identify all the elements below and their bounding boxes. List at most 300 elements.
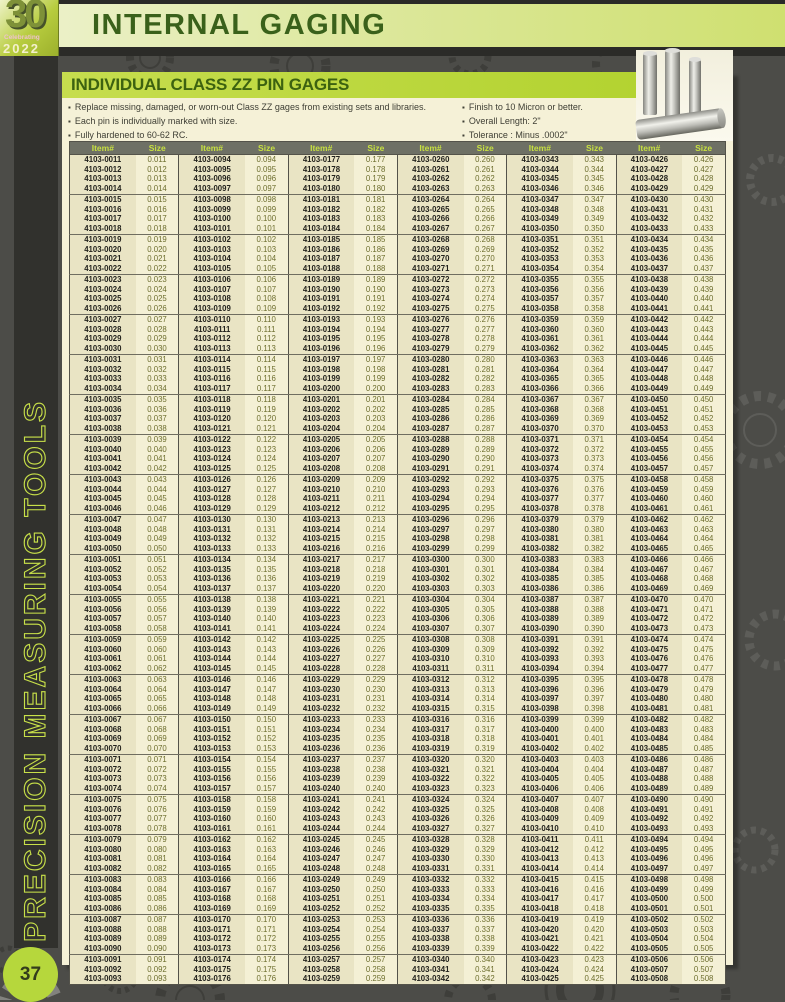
item-number-cell: 4103-0039 bbox=[70, 435, 136, 445]
gage-row bbox=[70, 755, 726, 765]
size-cell: 0.264 bbox=[464, 195, 507, 205]
item-number-cell: 4103-0212 bbox=[288, 504, 354, 514]
item-number-cell: 4103-0162 bbox=[179, 835, 245, 845]
item-number-cell: 4103-0171 bbox=[179, 925, 245, 935]
size-cell: 0.133 bbox=[245, 544, 288, 554]
size-cell: 0.296 bbox=[464, 515, 507, 525]
size-cell: 0.249 bbox=[354, 875, 397, 885]
size-cell: 0.427 bbox=[682, 165, 725, 175]
item-number-cell: 4103-0099 bbox=[179, 205, 245, 215]
size-cell: 0.117 bbox=[245, 384, 288, 394]
item-number-cell: 4103-0233 bbox=[288, 715, 354, 725]
item-number-cell: 4103-0229 bbox=[288, 675, 354, 685]
size-cell: 0.079 bbox=[136, 835, 179, 845]
item-number-cell: 4103-0289 bbox=[397, 445, 463, 455]
item-number-cell: 4103-0063 bbox=[70, 675, 136, 685]
size-cell: 0.200 bbox=[354, 384, 397, 394]
item-number-cell: 4103-0220 bbox=[288, 584, 354, 594]
gage-row bbox=[70, 824, 726, 834]
item-number-cell: 4103-0495 bbox=[616, 845, 682, 855]
size-cell: 0.236 bbox=[354, 744, 397, 754]
feature-bullets-left bbox=[68, 101, 426, 142]
size-cell: 0.501 bbox=[682, 904, 725, 914]
size-cell: 0.434 bbox=[682, 235, 725, 245]
item-number-cell: 4103-0478 bbox=[616, 675, 682, 685]
item-number-cell: 4103-0288 bbox=[397, 435, 463, 445]
bullet-item: ▪ Finish to 10 Micron or better. bbox=[462, 101, 583, 115]
size-cell: 0.368 bbox=[573, 405, 616, 415]
size-cell: 0.324 bbox=[464, 795, 507, 805]
item-number-cell: 4103-0115 bbox=[179, 365, 245, 375]
item-number-cell: 4103-0061 bbox=[70, 655, 136, 665]
size-cell: 0.428 bbox=[682, 175, 725, 185]
item-number-cell: 4103-0196 bbox=[288, 344, 354, 354]
item-number-cell: 4103-0425 bbox=[507, 975, 573, 985]
item-number-cell: 4103-0381 bbox=[507, 535, 573, 545]
item-number-cell: 4103-0463 bbox=[616, 525, 682, 535]
size-cell: 0.135 bbox=[245, 565, 288, 575]
size-cell: 0.247 bbox=[354, 855, 397, 865]
size-cell: 0.470 bbox=[682, 595, 725, 605]
item-number-cell: 4103-0243 bbox=[288, 815, 354, 825]
size-cell: 0.241 bbox=[354, 795, 397, 805]
item-number-cell: 4103-0494 bbox=[616, 835, 682, 845]
item-number-cell: 4103-0274 bbox=[397, 295, 463, 305]
item-number-cell: 4103-0347 bbox=[507, 195, 573, 205]
item-number-cell: 4103-0453 bbox=[616, 424, 682, 434]
item-number-cell: 4103-0025 bbox=[70, 295, 136, 305]
size-cell: 0.358 bbox=[573, 304, 616, 314]
item-number-cell: 4103-0215 bbox=[288, 535, 354, 545]
gage-row bbox=[70, 275, 726, 285]
size-cell: 0.082 bbox=[136, 864, 179, 874]
item-number-cell: 4103-0357 bbox=[507, 295, 573, 305]
size-cell: 0.475 bbox=[682, 645, 725, 655]
size-cell: 0.311 bbox=[464, 664, 507, 674]
item-number-cell: 4103-0232 bbox=[288, 704, 354, 714]
size-cell: 0.030 bbox=[136, 344, 179, 354]
item-number-cell: 4103-0385 bbox=[507, 575, 573, 585]
catalog-page-panel bbox=[62, 72, 733, 984]
size-cell: 0.101 bbox=[245, 224, 288, 234]
item-number-cell: 4103-0086 bbox=[70, 904, 136, 914]
item-number-cell: 4103-0263 bbox=[397, 184, 463, 194]
item-number-cell: 4103-0301 bbox=[397, 565, 463, 575]
size-cell: 0.094 bbox=[245, 155, 288, 165]
item-number-cell: 4103-0322 bbox=[397, 775, 463, 785]
item-number-cell: 4103-0445 bbox=[616, 344, 682, 354]
size-cell: 0.078 bbox=[136, 824, 179, 834]
item-number-cell: 4103-0125 bbox=[179, 464, 245, 474]
item-number-cell: 4103-0500 bbox=[616, 895, 682, 905]
brand-anniversary-number: 30 bbox=[5, 0, 44, 36]
size-cell: 0.383 bbox=[573, 555, 616, 565]
item-number-cell: 4103-0060 bbox=[70, 645, 136, 655]
size-cell: 0.216 bbox=[354, 544, 397, 554]
item-number-cell: 4103-0437 bbox=[616, 264, 682, 274]
item-number-cell: 4103-0383 bbox=[507, 555, 573, 565]
size-cell: 0.129 bbox=[245, 504, 288, 514]
item-number-cell: 4103-0201 bbox=[288, 395, 354, 405]
item-number-cell: 4103-0451 bbox=[616, 405, 682, 415]
size-cell: 0.120 bbox=[245, 415, 288, 425]
item-number-cell: 4103-0505 bbox=[616, 944, 682, 954]
size-cell: 0.472 bbox=[682, 615, 725, 625]
item-number-cell: 4103-0097 bbox=[179, 184, 245, 194]
size-cell: 0.353 bbox=[573, 255, 616, 265]
size-cell: 0.372 bbox=[573, 445, 616, 455]
gage-row bbox=[70, 415, 726, 425]
item-number-cell: 4103-0448 bbox=[616, 375, 682, 385]
size-cell: 0.045 bbox=[136, 495, 179, 505]
size-cell: 0.442 bbox=[682, 315, 725, 325]
item-number-cell: 4103-0507 bbox=[616, 965, 682, 975]
item-number-cell: 4103-0252 bbox=[288, 904, 354, 914]
size-cell: 0.473 bbox=[682, 624, 725, 634]
item-number-cell: 4103-0472 bbox=[616, 615, 682, 625]
item-number-cell: 4103-0175 bbox=[179, 965, 245, 975]
item-number-cell: 4103-0309 bbox=[397, 645, 463, 655]
size-cell: 0.087 bbox=[136, 915, 179, 925]
item-number-cell: 4103-0049 bbox=[70, 535, 136, 545]
size-cell: 0.339 bbox=[464, 944, 507, 954]
size-cell: 0.160 bbox=[245, 815, 288, 825]
size-cell: 0.065 bbox=[136, 695, 179, 705]
size-cell: 0.255 bbox=[354, 935, 397, 945]
item-number-cell: 4103-0331 bbox=[397, 864, 463, 874]
size-cell: 0.433 bbox=[682, 224, 725, 234]
item-number-cell: 4103-0308 bbox=[397, 635, 463, 645]
size-cell: 0.355 bbox=[573, 275, 616, 285]
size-cell: 0.278 bbox=[464, 335, 507, 345]
size-cell: 0.316 bbox=[464, 715, 507, 725]
brand-badge bbox=[0, 0, 59, 56]
size-cell: 0.279 bbox=[464, 344, 507, 354]
size-cell: 0.342 bbox=[464, 975, 507, 985]
item-number-cell: 4103-0497 bbox=[616, 864, 682, 874]
size-cell: 0.156 bbox=[245, 775, 288, 785]
item-number-cell: 4103-0462 bbox=[616, 515, 682, 525]
brand-celebrating-label: Celebrating bbox=[4, 34, 40, 41]
size-cell: 0.073 bbox=[136, 775, 179, 785]
size-cell: 0.235 bbox=[354, 735, 397, 745]
gage-row bbox=[70, 925, 726, 935]
item-number-cell: 4103-0266 bbox=[397, 215, 463, 225]
item-number-cell: 4103-0343 bbox=[507, 155, 573, 165]
item-number-cell: 4103-0046 bbox=[70, 504, 136, 514]
size-cell: 0.051 bbox=[136, 555, 179, 565]
size-cell: 0.333 bbox=[464, 885, 507, 895]
size-cell: 0.298 bbox=[464, 535, 507, 545]
item-number-cell: 4103-0082 bbox=[70, 864, 136, 874]
item-number-cell: 4103-0401 bbox=[507, 735, 573, 745]
size-cell: 0.508 bbox=[682, 975, 725, 985]
item-number-cell: 4103-0430 bbox=[616, 195, 682, 205]
size-cell: 0.419 bbox=[573, 915, 616, 925]
item-number-cell: 4103-0403 bbox=[507, 755, 573, 765]
size-cell: 0.352 bbox=[573, 245, 616, 255]
gage-row bbox=[70, 285, 726, 295]
size-cell: 0.169 bbox=[245, 904, 288, 914]
item-number-cell: 4103-0090 bbox=[70, 944, 136, 954]
item-number-cell: 4103-0407 bbox=[507, 795, 573, 805]
size-cell: 0.026 bbox=[136, 304, 179, 314]
item-number-cell: 4103-0048 bbox=[70, 525, 136, 535]
item-number-cell: 4103-0415 bbox=[507, 875, 573, 885]
item-number-cell: 4103-0148 bbox=[179, 695, 245, 705]
item-number-cell: 4103-0394 bbox=[507, 664, 573, 674]
size-cell: 0.243 bbox=[354, 815, 397, 825]
item-number-cell: 4103-0364 bbox=[507, 365, 573, 375]
size-cell: 0.421 bbox=[573, 935, 616, 945]
size-cell: 0.217 bbox=[354, 555, 397, 565]
item-number-cell: 4103-0026 bbox=[70, 304, 136, 314]
item-number-cell: 4103-0187 bbox=[288, 255, 354, 265]
size-cell: 0.106 bbox=[245, 275, 288, 285]
size-cell: 0.017 bbox=[136, 215, 179, 225]
size-cell: 0.334 bbox=[464, 895, 507, 905]
size-cell: 0.268 bbox=[464, 235, 507, 245]
item-number-cell: 4103-0248 bbox=[288, 864, 354, 874]
size-cell: 0.085 bbox=[136, 895, 179, 905]
size-cell: 0.016 bbox=[136, 205, 179, 215]
size-cell: 0.480 bbox=[682, 695, 725, 705]
item-number-cell: 4103-0023 bbox=[70, 275, 136, 285]
item-number-cell: 4103-0501 bbox=[616, 904, 682, 914]
item-number-cell: 4103-0384 bbox=[507, 565, 573, 575]
size-cell: 0.451 bbox=[682, 405, 725, 415]
item-number-cell: 4103-0123 bbox=[179, 445, 245, 455]
size-cell: 0.077 bbox=[136, 815, 179, 825]
gage-row bbox=[70, 455, 726, 465]
size-cell: 0.507 bbox=[682, 965, 725, 975]
size-cell: 0.463 bbox=[682, 525, 725, 535]
item-number-cell: 4103-0476 bbox=[616, 655, 682, 665]
item-number-cell: 4103-0245 bbox=[288, 835, 354, 845]
item-number-cell: 4103-0165 bbox=[179, 864, 245, 874]
size-cell: 0.448 bbox=[682, 375, 725, 385]
item-number-cell: 4103-0457 bbox=[616, 464, 682, 474]
gage-row bbox=[70, 525, 726, 535]
size-cell: 0.020 bbox=[136, 245, 179, 255]
size-cell: 0.181 bbox=[354, 195, 397, 205]
item-number-cell: 4103-0279 bbox=[397, 344, 463, 354]
size-cell: 0.294 bbox=[464, 495, 507, 505]
item-number-cell: 4103-0297 bbox=[397, 525, 463, 535]
size-cell: 0.188 bbox=[354, 264, 397, 274]
item-number-cell: 4103-0216 bbox=[288, 544, 354, 554]
item-column-header: Item# bbox=[288, 142, 354, 155]
size-cell: 0.144 bbox=[245, 655, 288, 665]
item-number-cell: 4103-0139 bbox=[179, 605, 245, 615]
size-cell: 0.171 bbox=[245, 925, 288, 935]
size-cell: 0.223 bbox=[354, 615, 397, 625]
size-cell: 0.456 bbox=[682, 455, 725, 465]
size-cell: 0.476 bbox=[682, 655, 725, 665]
size-cell: 0.436 bbox=[682, 255, 725, 265]
item-number-cell: 4103-0319 bbox=[397, 744, 463, 754]
item-number-cell: 4103-0181 bbox=[288, 195, 354, 205]
item-number-cell: 4103-0094 bbox=[179, 155, 245, 165]
size-cell: 0.305 bbox=[464, 605, 507, 615]
size-cell: 0.244 bbox=[354, 824, 397, 834]
size-cell: 0.395 bbox=[573, 675, 616, 685]
size-cell: 0.242 bbox=[354, 805, 397, 815]
size-cell: 0.157 bbox=[245, 784, 288, 794]
size-cell: 0.408 bbox=[573, 805, 616, 815]
item-number-cell: 4103-0306 bbox=[397, 615, 463, 625]
item-number-cell: 4103-0017 bbox=[70, 215, 136, 225]
item-number-cell: 4103-0404 bbox=[507, 765, 573, 775]
size-cell: 0.151 bbox=[245, 725, 288, 735]
item-number-cell: 4103-0154 bbox=[179, 755, 245, 765]
item-number-cell: 4103-0483 bbox=[616, 725, 682, 735]
size-cell: 0.450 bbox=[682, 395, 725, 405]
item-number-cell: 4103-0304 bbox=[397, 595, 463, 605]
size-cell: 0.258 bbox=[354, 965, 397, 975]
gage-row bbox=[70, 165, 726, 175]
item-number-cell: 4103-0479 bbox=[616, 685, 682, 695]
bullet-item: ▪ Replace missing, damaged, or worn-out Class ZZ gages from existing sets and libraries. bbox=[68, 101, 426, 115]
gage-row bbox=[70, 645, 726, 655]
size-cell: 0.466 bbox=[682, 555, 725, 565]
size-cell: 0.118 bbox=[245, 395, 288, 405]
size-cell: 0.067 bbox=[136, 715, 179, 725]
item-number-cell: 4103-0021 bbox=[70, 255, 136, 265]
pin-gage-table bbox=[69, 141, 726, 985]
item-number-cell: 4103-0221 bbox=[288, 595, 354, 605]
size-cell: 0.148 bbox=[245, 695, 288, 705]
size-cell: 0.449 bbox=[682, 384, 725, 394]
size-cell: 0.203 bbox=[354, 415, 397, 425]
size-cell: 0.257 bbox=[354, 955, 397, 965]
item-number-cell: 4103-0366 bbox=[507, 384, 573, 394]
item-number-cell: 4103-0292 bbox=[397, 475, 463, 485]
size-cell: 0.237 bbox=[354, 755, 397, 765]
item-number-cell: 4103-0193 bbox=[288, 315, 354, 325]
item-number-cell: 4103-0190 bbox=[288, 285, 354, 295]
gage-row bbox=[70, 435, 726, 445]
gage-row bbox=[70, 245, 726, 255]
item-number-cell: 4103-0447 bbox=[616, 365, 682, 375]
item-number-cell: 4103-0307 bbox=[397, 624, 463, 634]
item-number-cell: 4103-0488 bbox=[616, 775, 682, 785]
item-number-cell: 4103-0088 bbox=[70, 925, 136, 935]
item-number-cell: 4103-0231 bbox=[288, 695, 354, 705]
item-number-cell: 4103-0477 bbox=[616, 664, 682, 674]
size-cell: 0.381 bbox=[573, 535, 616, 545]
size-cell: 0.219 bbox=[354, 575, 397, 585]
size-cell: 0.386 bbox=[573, 584, 616, 594]
item-number-cell: 4103-0433 bbox=[616, 224, 682, 234]
size-cell: 0.389 bbox=[573, 615, 616, 625]
size-cell: 0.224 bbox=[354, 624, 397, 634]
size-cell: 0.126 bbox=[245, 475, 288, 485]
size-cell: 0.329 bbox=[464, 845, 507, 855]
item-number-cell: 4103-0275 bbox=[397, 304, 463, 314]
size-cell: 0.414 bbox=[573, 864, 616, 874]
item-number-cell: 4103-0096 bbox=[179, 175, 245, 185]
item-number-cell: 4103-0227 bbox=[288, 655, 354, 665]
size-cell: 0.114 bbox=[245, 355, 288, 365]
size-cell: 0.154 bbox=[245, 755, 288, 765]
size-cell: 0.056 bbox=[136, 605, 179, 615]
size-cell: 0.399 bbox=[573, 715, 616, 725]
gage-row bbox=[70, 835, 726, 845]
item-number-cell: 4103-0424 bbox=[507, 965, 573, 975]
gage-row bbox=[70, 485, 726, 495]
item-column-header: Item# bbox=[397, 142, 463, 155]
size-cell: 0.418 bbox=[573, 904, 616, 914]
gage-row bbox=[70, 845, 726, 855]
item-number-cell: 4103-0323 bbox=[397, 784, 463, 794]
gage-row bbox=[70, 725, 726, 735]
size-cell: 0.213 bbox=[354, 515, 397, 525]
item-number-cell: 4103-0127 bbox=[179, 485, 245, 495]
size-cell: 0.303 bbox=[464, 584, 507, 594]
size-cell: 0.086 bbox=[136, 904, 179, 914]
size-cell: 0.047 bbox=[136, 515, 179, 525]
size-cell: 0.415 bbox=[573, 875, 616, 885]
item-number-cell: 4103-0225 bbox=[288, 635, 354, 645]
item-number-cell: 4103-0429 bbox=[616, 184, 682, 194]
item-number-cell: 4103-0344 bbox=[507, 165, 573, 175]
bullet-item: ▪ Fully hardened to 60-62 RC. bbox=[68, 129, 426, 143]
item-number-cell: 4103-0052 bbox=[70, 565, 136, 575]
size-cell: 0.134 bbox=[245, 555, 288, 565]
size-cell: 0.490 bbox=[682, 795, 725, 805]
size-cell: 0.308 bbox=[464, 635, 507, 645]
size-cell: 0.231 bbox=[354, 695, 397, 705]
bullet-item: ▪ Each pin is individually marked with size. bbox=[68, 115, 426, 129]
size-cell: 0.469 bbox=[682, 584, 725, 594]
item-number-cell: 4103-0411 bbox=[507, 835, 573, 845]
size-cell: 0.384 bbox=[573, 565, 616, 575]
item-number-cell: 4103-0355 bbox=[507, 275, 573, 285]
size-cell: 0.062 bbox=[136, 664, 179, 674]
gage-row bbox=[70, 264, 726, 274]
item-number-cell: 4103-0213 bbox=[288, 515, 354, 525]
size-cell: 0.254 bbox=[354, 925, 397, 935]
size-cell: 0.250 bbox=[354, 885, 397, 895]
item-number-cell: 4103-0105 bbox=[179, 264, 245, 274]
item-number-cell: 4103-0443 bbox=[616, 325, 682, 335]
size-cell: 0.281 bbox=[464, 365, 507, 375]
size-cell: 0.492 bbox=[682, 815, 725, 825]
size-cell: 0.058 bbox=[136, 624, 179, 634]
gage-row bbox=[70, 904, 726, 914]
size-cell: 0.227 bbox=[354, 655, 397, 665]
size-cell: 0.220 bbox=[354, 584, 397, 594]
size-cell: 0.290 bbox=[464, 455, 507, 465]
item-number-cell: 4103-0303 bbox=[397, 584, 463, 594]
size-cell: 0.019 bbox=[136, 235, 179, 245]
item-number-cell: 4103-0119 bbox=[179, 405, 245, 415]
size-cell: 0.041 bbox=[136, 455, 179, 465]
item-number-cell: 4103-0118 bbox=[179, 395, 245, 405]
item-number-cell: 4103-0240 bbox=[288, 784, 354, 794]
item-number-cell: 4103-0150 bbox=[179, 715, 245, 725]
item-number-cell: 4103-0440 bbox=[616, 295, 682, 305]
size-cell: 0.052 bbox=[136, 565, 179, 575]
item-number-cell: 4103-0262 bbox=[397, 175, 463, 185]
size-cell: 0.105 bbox=[245, 264, 288, 274]
size-cell: 0.214 bbox=[354, 525, 397, 535]
item-number-cell: 4103-0377 bbox=[507, 495, 573, 505]
item-number-cell: 4103-0206 bbox=[288, 445, 354, 455]
item-number-cell: 4103-0080 bbox=[70, 845, 136, 855]
size-cell: 0.132 bbox=[245, 535, 288, 545]
